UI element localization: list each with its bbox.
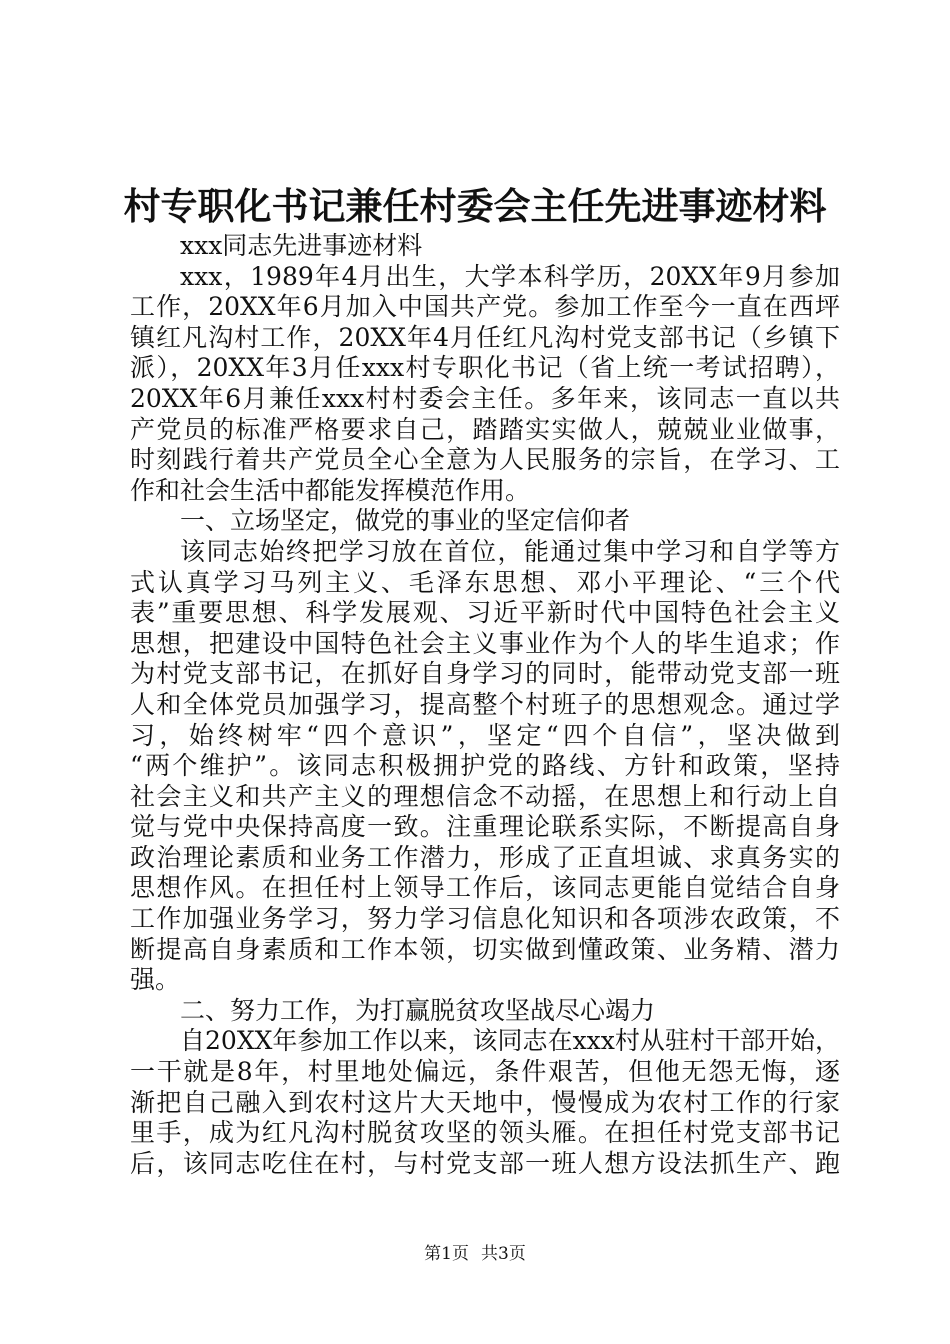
text-line: 渐把自己融入到农村这片大天地中，慢慢成为农村工作的行家: [130, 1087, 840, 1117]
text-line: 思想，把建设中国特色社会主义事业作为个人的毕生追求；作: [130, 628, 840, 658]
text-line: 作和社会生活中都能发挥模范作用。: [130, 475, 531, 505]
document-body: [130, 231, 840, 1179]
text-line: xxx，1989年4月出生，大学本科学历，20XX年9月参加: [180, 261, 840, 291]
text-line: 一、立场坚定，做党的事业的坚定信仰者: [180, 506, 631, 536]
text-line: 习，始终树牢“四个意识”，坚定“四个自信”，坚决做到: [130, 720, 840, 750]
text-line: xxx同志先进事迹材料: [180, 231, 423, 260]
text-line: 后，该同志吃住在村，与村党支部一班人想方设法抓生产、跑: [130, 1148, 840, 1178]
text-line: “两个维护”。该同志积极拥护党的路线、方针和政策，坚持: [130, 751, 840, 781]
text-line: 政治理论素质和业务工作潜力，形成了正直坦诚、求真务实的: [130, 842, 840, 872]
text-line: 工作加强业务学习，努力学习信息化知识和各项涉农政策，不: [130, 904, 840, 934]
text-line: 表”重要思想、科学发展观、习近平新时代中国特色社会主义: [130, 598, 840, 628]
text-line: 强。: [130, 965, 181, 995]
page-total: 共3页: [481, 1244, 526, 1264]
text-line: 式认真学习马列主义、毛泽东思想、邓小平理论、“三个代: [130, 567, 840, 597]
text-line: 工作，20XX年6月加入中国共产党。参加工作至今一直在西坪: [130, 292, 840, 322]
text-line: 觉与党中央保持高度一致。注重理论联系实际，不断提高自身: [130, 812, 840, 842]
text-line: 为村党支部书记，在抓好自身学习的同时，能带动党支部一班: [130, 659, 840, 689]
text-line: 产党员的标准严格要求自己，踏踏实实做人，兢兢业业做事，: [130, 414, 840, 444]
text-line: 人和全体党员加强学习，提高整个村班子的思想观念。通过学: [130, 689, 840, 719]
text-line: 派），20XX年3月任xxx村专职化书记（省上统一考试招聘），: [130, 353, 840, 383]
text-line: 镇红凡沟村工作，20XX年4月任红凡沟村党支部书记（乡镇下: [130, 322, 840, 352]
text-line: 里手，成为红凡沟村脱贫攻坚的领头雁。在担任村党支部书记: [130, 1118, 840, 1148]
text-line: 社会主义和共产主义的理想信念不动摇，在思想上和行动上自: [130, 781, 840, 811]
page-number: 第1页: [424, 1244, 469, 1264]
text-line: 自20XX年参加工作以来，该同志在xxx村从驻村干部开始，: [180, 1026, 840, 1056]
text-line: 时刻践行着共产党员全心全意为人民服务的宗旨，在学习、工: [130, 445, 840, 475]
text-line: 20XX年6月兼任xxx村村委会主任。多年来，该同志一直以共: [130, 383, 840, 413]
text-line: 断提高自身素质和工作本领，切实做到懂政策、业务精、潜力: [130, 934, 840, 964]
text-line: 二、努力工作，为打赢脱贫攻坚战尽心竭力: [180, 995, 656, 1025]
text-line: 该同志始终把学习放在首位，能通过集中学习和自学等方: [180, 536, 840, 566]
text-line: 一干就是8年，村里地处偏远，条件艰苦，但他无怨无悔，逐: [130, 1057, 840, 1087]
document-title: 村专职化书记兼任村委会主任先进事迹材料: [123, 184, 827, 228]
page-footer: [0, 1242, 950, 1266]
text-line: 思想作风。在担任村上领导工作后，该同志更能自觉结合自身: [130, 873, 840, 903]
